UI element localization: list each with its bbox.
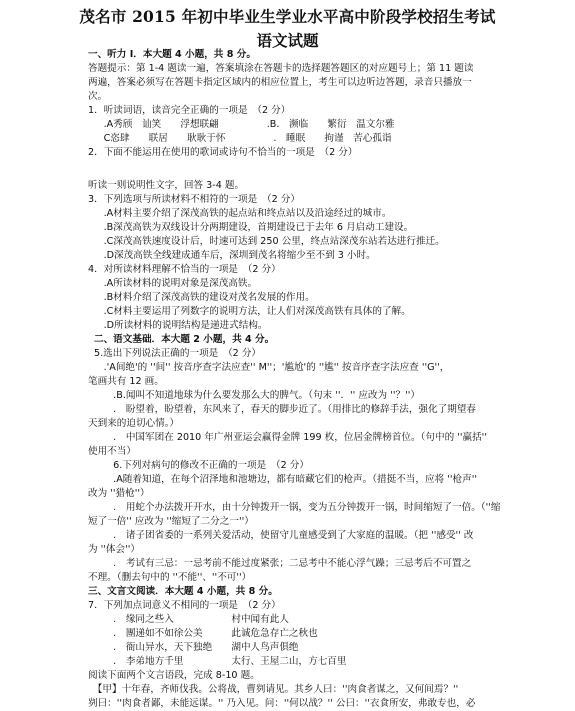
question-7-option: . 衙山异水，天下独绝 湖中人鸟声俱绝 (94, 642, 299, 653)
exam-subtitle: 语文试题 (256, 31, 319, 50)
section-heading-3: 三、文言文阅读．本大题 4 小题，共 8 分。 (88, 586, 278, 597)
question-5-option: .'A间绝'的 ''间'' 按音序查字法应查'' M''；'尴尬'的 ''尴'' 按音序查字法应查 ''G''， (94, 362, 450, 373)
question-7-option: . 團递如不如徐公美 此诚危急存亡之秋也 (94, 628, 318, 639)
question-6-option-cont: 为 ''体会''） (88, 544, 140, 555)
question-5-option-cont: 天到来的迫切心情。） (88, 418, 180, 429)
question-5-option-cont: 笔画共有 12 画。 (88, 376, 164, 387)
question-6-option: . 用蛇个办法拨开开水，由十分钟拨开一锅，变为五分钟拨开一锅，时间缩短了一倍。（''缩 (94, 502, 501, 513)
question-4: 4．对所读材料理解不恰当的一项是 （2 分） (88, 264, 281, 275)
section-heading-1: 一、听力 I．本大题 4 小题，共 8 分。 (88, 49, 256, 60)
question-3: 3．下列选项与所读材料不相符的一项是 （2 分） (88, 194, 300, 205)
blank-line (88, 160, 508, 174)
exam-title: 茂名市 2015 年初中毕业生学业水平高中阶段学校招生考试 (79, 7, 496, 26)
question-1-options: .A秀颀 讪笑 浮想联翩 .B. 濒临 繁衍 温文尔雅 (94, 119, 395, 130)
question-5-option: .B.闻叫不知道地球为什么要发那么大的脾气。（句末 ''．'' 应改为 ''？''） (94, 390, 420, 401)
question-1: 1．听读词语，读音完全正确的一项是 （2 分） (88, 105, 291, 116)
question-6-option-cont: 不理。（删去句中的 ''不能''、''不可''） (88, 572, 252, 583)
passage-line: 刿曰：''肉食者鄙，未能远谋。'' 乃入见。问：''何以战？'' 公曰：''衣食所安，弗敢专也，必 (88, 698, 476, 709)
question-1-options: C恣肆 联居 耿耿于怀 . 睡眠 拘谨 苦心孤诣 (94, 133, 392, 144)
question-5-option: . 中国军团在 2010 年广州亚运会赢得金牌 199 枚，位居金牌榜首位。（句中的 ''赢括'' (94, 432, 487, 443)
question-3-option: .B深茂高铁为双线设计分两期建设，首期建设已于去年 6 月启动工建设。 (94, 222, 414, 233)
reading-instruction: 阅读下面两个文言语段，完成 8-10 题。 (88, 670, 260, 681)
question-7-option: . 李弟地方千里 太行、王屋二山，方七百里 (94, 656, 347, 667)
question-3-option: .A材料主要介绍了深茂高铁的起点站和终点站以及沿途经过的城市。 (94, 208, 392, 219)
question-5: 5.选出下列说法正确的一项是 （2 分） (94, 348, 262, 359)
question-6-option: . 考试有三忌：一忌考前不能过度紧张；二忌考中不能心浮气躁；三忌考后不可置之 (94, 558, 472, 569)
question-7-option: . 缘同之些入 村中闻有此人 (94, 614, 289, 625)
question-5-option: . 盼望着，盼望着，东风来了，春天的脚步近了。（用排比的修辞手法，强化了期望春 (94, 404, 476, 415)
question-4-option: .D所读材料的说明结构是递进式结构。 (94, 320, 268, 331)
passage-line: 【甲】十年春，齐师伐我。公将战，曹刿请见。其乡人曰：''肉食者谋之，又何间焉？'' (88, 684, 459, 695)
exam-body (88, 48, 508, 711)
question-6: 6.下列对病句的修改不正确的一项是 （2 分） (94, 460, 309, 471)
question-6-option-cont: 改为 ''猎枪''） (88, 488, 150, 499)
instruction-line: 次。 (88, 91, 108, 102)
instruction-line: 两遍，答案必须写在答题卡指定区域内的相应位置上，考生可以边听边答题，录音只播放一 (88, 77, 472, 88)
section-heading-2: 二、语文基础．本大题 2 小题，共 4 分。 (94, 334, 275, 345)
question-2: 2．下面不能运用在使用的歌词或诗句不恰当的一项是 （2 分） (88, 147, 358, 158)
question-5-option-cont: 使用不当） (88, 446, 136, 457)
listening-instruction: 听读一则说明性文字，回答 3-4 题。 (88, 180, 245, 191)
question-6-option-cont: 短了一倍'' 应改为 ''缩短了二分之一''） (88, 516, 254, 527)
instruction-line: 答题提示：第 1-4 题读一遍，答案填涂在答题卡的选择题答题区的对应题号上；第 11 题读 (88, 63, 474, 74)
question-3-option: .C深茂高铁速度设计后，时速可达到 250 公里，终点站深茂东站若达进行推迁。 (94, 236, 445, 247)
question-6-option: .A随着知道，在每个沼泽地和池塘边，都有暗藏它们的枪声。（措挺不当，应将 ''枪声'' (94, 474, 477, 485)
question-4-option: .C材料主要运用了列数字的说明方法，让人们对深茂高铁有具体的了解。 (94, 306, 411, 317)
question-4-option: .B材料介绍了深茂高铁的建设对茂名发展的作用。 (94, 292, 315, 303)
question-7: 7．下列加点词意义不相同的一项是 （2 分） (88, 600, 281, 611)
question-3-option: .D深茂高铁全线建成通车后，深圳到茂名将缩少至不到 3 小时。 (94, 250, 376, 261)
question-4-option: .A所读材料的说明对象是深茂高铁。 (94, 278, 258, 289)
title-block (0, 6, 575, 52)
question-6-option: . 诸子团省委的一系列关爱活动，使留守儿童感受到了大家庭的温暖。（把 ''感受'' 改 (94, 530, 474, 541)
